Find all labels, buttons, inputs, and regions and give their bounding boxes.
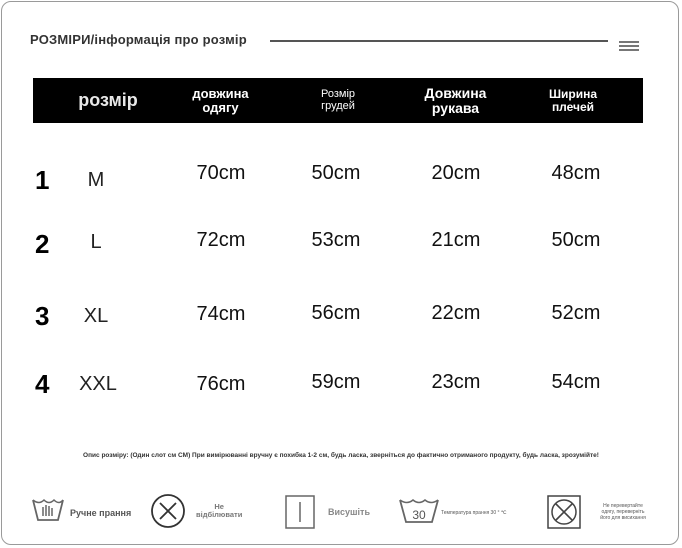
size-note: Опис розміру: (Один слот см CM) При вимірюванні вручну є похибка 1-2 см, будь ласка, зверніться до фактично отриманого продукту, будь ласка, зрозумійте! bbox=[83, 452, 599, 459]
chest-value: 50cm bbox=[311, 162, 361, 184]
no-bleach-label: Не відбілювати bbox=[196, 502, 243, 520]
length-value: 76cm bbox=[196, 373, 246, 395]
table-header bbox=[33, 78, 643, 123]
wash-temperature-icon bbox=[398, 496, 440, 524]
row-number: 2 bbox=[35, 229, 50, 259]
size-label: XXL bbox=[79, 373, 117, 395]
chart-title: РОЗМІРИ/інформація про розмір bbox=[30, 32, 247, 47]
sleeve-value: 20cm bbox=[431, 162, 481, 184]
header-size: розмір bbox=[78, 90, 138, 111]
wash-temperature-label: Температура прання 30 ° ℃ bbox=[441, 510, 507, 516]
hand-wash-label: Ручне прання bbox=[70, 508, 132, 518]
shoulder-value: 54cm bbox=[551, 371, 601, 393]
row-number: 4 bbox=[35, 369, 50, 399]
row-number: 1 bbox=[35, 165, 50, 195]
sleeve-value: 21cm bbox=[431, 229, 481, 251]
header-length: довжина одягу bbox=[192, 85, 249, 115]
no-tumble-dry-icon bbox=[547, 495, 581, 529]
no-bleach-icon bbox=[150, 493, 186, 529]
shoulder-value: 50cm bbox=[551, 229, 601, 251]
header-shoulder: Ширина плечей bbox=[548, 86, 598, 114]
row-number: 3 bbox=[35, 301, 50, 331]
wash-temperature-value: 30 bbox=[412, 508, 426, 522]
chest-value: 56cm bbox=[311, 302, 361, 324]
title-divider bbox=[270, 40, 608, 42]
no-tumble-dry-label: Не перевертайте одягу, переверніть його для висихання bbox=[600, 503, 646, 521]
hand-wash-icon bbox=[30, 494, 66, 524]
length-value: 72cm bbox=[196, 229, 246, 251]
length-value: 70cm bbox=[196, 162, 246, 184]
length-value: 74cm bbox=[196, 303, 246, 325]
hang-dry-icon bbox=[285, 495, 315, 529]
size-label: L bbox=[90, 231, 102, 253]
shoulder-value: 48cm bbox=[551, 162, 601, 184]
size-label: XL bbox=[83, 305, 109, 327]
header-sleeve: Довжина рукава bbox=[424, 84, 487, 116]
hang-dry-label: Висушіть bbox=[328, 507, 370, 517]
shoulder-value: 52cm bbox=[551, 302, 601, 324]
menu-icon bbox=[619, 41, 639, 51]
sleeve-value: 22cm bbox=[431, 302, 481, 324]
chest-value: 53cm bbox=[311, 229, 361, 251]
sleeve-value: 23cm bbox=[431, 371, 481, 393]
size-label: M bbox=[87, 169, 105, 191]
chest-value: 59cm bbox=[311, 371, 361, 393]
header-chest: Розмір грудей bbox=[320, 87, 355, 112]
